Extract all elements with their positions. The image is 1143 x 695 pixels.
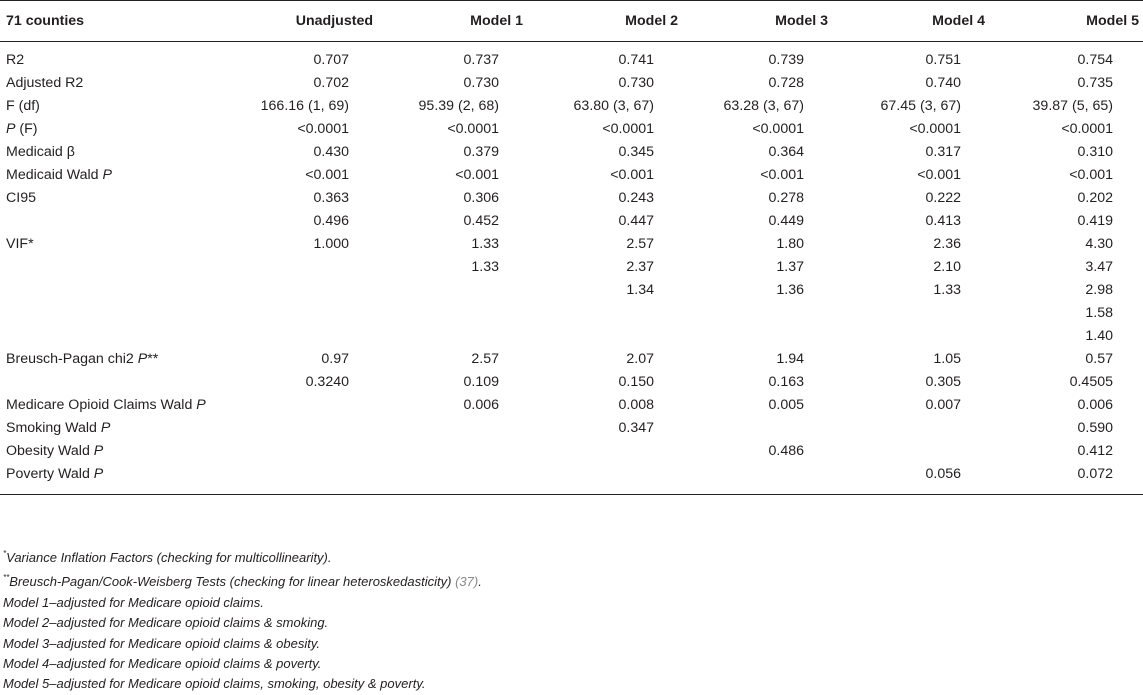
row-label	[0, 72, 259, 95]
cell-value: 0.754	[1077, 52, 1113, 68]
cell-value: 3.47	[1085, 259, 1113, 275]
table-cell	[259, 164, 379, 187]
table-cell	[684, 394, 834, 417]
cell-value: 0.57	[1085, 351, 1113, 367]
table-cell	[834, 440, 991, 463]
table-cell	[684, 440, 834, 463]
table-cell	[259, 95, 379, 118]
table-cell	[259, 118, 379, 141]
table-cell	[259, 187, 379, 233]
table-cell	[991, 118, 1143, 141]
row-label-italic: P	[100, 420, 111, 436]
cell-value: <0.0001	[1061, 121, 1113, 137]
cell-value: 0.413	[925, 213, 961, 229]
cell-value: 2.57	[471, 351, 499, 367]
row-label-text: Adjusted R2	[6, 75, 84, 91]
table-cell	[379, 141, 529, 164]
cell-value: <0.001	[455, 167, 499, 183]
row-label-text: Obesity Wald	[6, 443, 94, 459]
table-cell	[529, 95, 684, 118]
table-row	[0, 141, 1143, 164]
row-label-italic: P	[93, 466, 104, 482]
footnote	[3, 674, 1133, 694]
cell-value: 0.702	[313, 75, 349, 91]
row-label	[0, 417, 259, 440]
row-label	[0, 187, 259, 233]
cell-value: 2.37	[626, 259, 654, 275]
table-cell	[684, 118, 834, 141]
row-label-text: F (df)	[6, 98, 40, 114]
table-cell	[259, 417, 379, 440]
table-cell	[991, 95, 1143, 118]
table-cell	[529, 348, 684, 394]
table-cell	[529, 141, 684, 164]
table-cell	[834, 42, 991, 73]
cell-value: 0.007	[925, 397, 961, 413]
column-header: Model 2	[529, 1, 684, 42]
cell-value: 2.10	[933, 259, 961, 275]
table-cell	[684, 72, 834, 95]
cell-value: 0.419	[1077, 213, 1113, 229]
cell-value: 0.150	[618, 374, 654, 390]
column-header: Model 4	[834, 1, 991, 42]
table-row	[0, 440, 1143, 463]
table-header-row	[0, 1, 1143, 42]
cell-value: <0.0001	[752, 121, 804, 137]
table-cell	[529, 463, 684, 495]
table-cell	[529, 187, 684, 233]
table-cell	[684, 95, 834, 118]
cell-value: 0.163	[768, 374, 804, 390]
cell-value: 1.37	[776, 259, 804, 275]
cell-value: 2.57	[626, 236, 654, 252]
table-cell	[379, 233, 529, 348]
cell-value: 1.40	[1085, 328, 1113, 344]
cell-value: 0.243	[618, 190, 654, 206]
table-body	[0, 42, 1143, 495]
cell-value: <0.001	[305, 167, 349, 183]
cell-value: 166.16 (1, 69)	[260, 98, 349, 114]
table-cell	[991, 141, 1143, 164]
cell-value: 0.728	[768, 75, 804, 91]
table-cell	[684, 141, 834, 164]
table-cell	[259, 42, 379, 73]
cell-value: 1.36	[776, 282, 804, 298]
table-row	[0, 463, 1143, 495]
table-row	[0, 95, 1143, 118]
cell-value: 0.730	[463, 75, 499, 91]
reference-link[interactable]: (37)	[455, 574, 479, 590]
cell-value: 0.306	[463, 190, 499, 206]
row-label-text: Poverty Wald	[6, 466, 94, 482]
footnote	[3, 654, 1133, 674]
table-row	[0, 233, 1143, 348]
table-cell	[684, 417, 834, 440]
cell-value: <0.0001	[297, 121, 349, 137]
cell-value: 63.80 (3, 67)	[573, 98, 654, 114]
row-label-italic: P	[137, 351, 148, 367]
table-cell	[379, 118, 529, 141]
table-cell	[834, 164, 991, 187]
table-cell	[991, 463, 1143, 495]
table-cell	[529, 72, 684, 95]
cell-value: 0.741	[618, 52, 654, 68]
table-cell	[684, 164, 834, 187]
cell-value: 0.412	[1077, 443, 1113, 459]
table-cell	[684, 348, 834, 394]
table-cell	[991, 233, 1143, 348]
column-header: Model 1	[379, 1, 529, 42]
table-cell	[991, 72, 1143, 95]
cell-value: <0.001	[610, 167, 654, 183]
cell-value: 0.305	[925, 374, 961, 390]
cell-value: 0.202	[1077, 190, 1113, 206]
cell-value: 0.737	[463, 52, 499, 68]
table-cell	[379, 394, 529, 417]
cell-value: 0.364	[768, 144, 804, 160]
cell-value: <0.0001	[447, 121, 499, 137]
table-cell	[991, 440, 1143, 463]
row-label	[0, 394, 259, 417]
table-cell	[379, 164, 529, 187]
table-cell	[529, 118, 684, 141]
table-cell	[991, 417, 1143, 440]
table-cell	[259, 141, 379, 164]
cell-value: 0.363	[313, 190, 349, 206]
row-label-italic: P	[93, 443, 104, 459]
row-label-suffix: **	[147, 351, 159, 367]
footnote	[3, 613, 1133, 633]
cell-value: 0.590	[1077, 420, 1113, 436]
cell-value: 0.730	[618, 75, 654, 91]
table-cell	[259, 72, 379, 95]
cell-value: 0.347	[618, 420, 654, 436]
cell-value: 1.58	[1085, 305, 1113, 321]
table-cell	[834, 72, 991, 95]
table-cell	[379, 348, 529, 394]
row-label	[0, 463, 259, 495]
cell-value: 1.33	[471, 236, 499, 252]
row-label	[0, 95, 259, 118]
cell-value: 0.496	[313, 213, 349, 229]
row-label-text: Medicare Opioid Claims Wald	[6, 397, 197, 413]
table-cell	[379, 72, 529, 95]
cell-value: 0.310	[1077, 144, 1113, 160]
table-cell	[834, 118, 991, 141]
table-row	[0, 164, 1143, 187]
table-row	[0, 394, 1143, 417]
row-label-text: Medicaid Wald	[6, 167, 103, 183]
table-cell	[379, 440, 529, 463]
cell-value: 2.07	[626, 351, 654, 367]
table-cell	[259, 440, 379, 463]
table-cell	[529, 233, 684, 348]
cell-value: 0.707	[313, 52, 349, 68]
cell-value: <0.001	[917, 167, 961, 183]
table-cell	[529, 164, 684, 187]
table-cell	[834, 394, 991, 417]
cell-value: 39.87 (5, 65)	[1032, 98, 1113, 114]
table-cell	[834, 187, 991, 233]
row-label-italic: P	[196, 397, 206, 413]
table-cell	[991, 394, 1143, 417]
table-cell	[991, 348, 1143, 394]
row-label-italic: P	[6, 121, 16, 137]
cell-value: 0.222	[925, 190, 961, 206]
cell-value: 1.94	[776, 351, 804, 367]
cell-value: 0.739	[768, 52, 804, 68]
table-cell	[529, 394, 684, 417]
footnote-marker: **	[3, 573, 10, 583]
cell-value: 0.006	[1077, 397, 1113, 413]
row-label	[0, 233, 259, 348]
cell-value: 0.97	[321, 351, 349, 367]
cell-value: 0.449	[768, 213, 804, 229]
row-label	[0, 164, 259, 187]
row-label	[0, 42, 259, 73]
cell-value: <0.0001	[909, 121, 961, 137]
table-cell	[834, 463, 991, 495]
cell-value: 67.45 (3, 67)	[880, 98, 961, 114]
row-label-text: Medicaid β	[6, 144, 75, 160]
table-row	[0, 42, 1143, 73]
cell-value: 0.735	[1077, 75, 1113, 91]
row-label-text: R2	[6, 52, 25, 68]
footnote	[3, 544, 1133, 568]
table-cell	[259, 394, 379, 417]
row-label	[0, 440, 259, 463]
cell-value: 0.008	[618, 397, 654, 413]
table-cell	[529, 42, 684, 73]
table-cell	[259, 348, 379, 394]
column-header: Model 3	[684, 1, 834, 42]
table-row	[0, 118, 1143, 141]
table-cell	[379, 95, 529, 118]
table-cell	[991, 164, 1143, 187]
cell-value: 63.28 (3, 67)	[723, 98, 804, 114]
table-cell	[259, 463, 379, 495]
cell-value: 0.4505	[1069, 374, 1113, 390]
row-label	[0, 118, 259, 141]
footnote-text: Model 3–adjusted for Medicare opioid claims & obesity.	[3, 635, 320, 651]
cell-value: 0.072	[1077, 466, 1113, 482]
row-label-italic: P	[102, 167, 112, 183]
footnote	[3, 634, 1133, 654]
table-cell	[379, 187, 529, 233]
footnote-text: Model 2–adjusted for Medicare opioid claims & smoking.	[3, 615, 329, 631]
table-row	[0, 348, 1143, 394]
cell-value: 95.39 (2, 68)	[418, 98, 499, 114]
table-cell	[379, 42, 529, 73]
row-label-text: Breusch-Pagan chi2	[6, 351, 138, 367]
cell-value: 0.317	[925, 144, 961, 160]
table-cell	[834, 95, 991, 118]
cell-value: 0.486	[768, 443, 804, 459]
row-label-text: (F)	[15, 121, 38, 137]
table-cell	[379, 417, 529, 440]
cell-value: <0.001	[1069, 167, 1113, 183]
row-label-text: VIF*	[6, 236, 34, 252]
column-header: Model 5	[991, 1, 1143, 42]
cell-value: 1.33	[933, 282, 961, 298]
cell-value: 1.33	[471, 259, 499, 275]
footnote-tail: .	[478, 574, 482, 590]
cell-value: 2.36	[933, 236, 961, 252]
table-cell	[834, 233, 991, 348]
table-cell	[991, 187, 1143, 233]
cell-value: 0.345	[618, 144, 654, 160]
table-cell	[259, 233, 379, 348]
table-cell	[684, 187, 834, 233]
cell-value: 0.056	[925, 466, 961, 482]
cell-value: <0.001	[760, 167, 804, 183]
column-header: 71 counties	[0, 1, 259, 42]
cell-value: 4.30	[1085, 236, 1113, 252]
cell-value: 2.98	[1085, 282, 1113, 298]
footnote-marker: *	[3, 549, 7, 558]
row-label	[0, 141, 259, 164]
table-cell	[379, 463, 529, 495]
footnote-text: Model 4–adjusted for Medicare opioid claims & poverty.	[3, 656, 322, 672]
table-row	[0, 417, 1143, 440]
table-cell	[684, 233, 834, 348]
footnote-text: Model 1–adjusted for Medicare opioid claims.	[3, 594, 264, 610]
cell-value: 0.751	[925, 52, 961, 68]
table-cell	[684, 463, 834, 495]
cell-value: 0.447	[618, 213, 654, 229]
row-label-text: Smoking Wald	[6, 420, 101, 436]
footnote-text: Model 5–adjusted for Medicare opioid claims, smoking, obesity & poverty.	[3, 676, 426, 692]
cell-value: 1.34	[626, 282, 654, 298]
footnote	[3, 568, 1133, 592]
cell-value: 0.006	[463, 397, 499, 413]
table-cell	[529, 440, 684, 463]
row-label	[0, 348, 259, 394]
table-cell	[834, 141, 991, 164]
table-row	[0, 187, 1143, 233]
cell-value: <0.0001	[602, 121, 654, 137]
table-cell	[991, 42, 1143, 73]
cell-value: 0.379	[463, 144, 499, 160]
cell-value: 0.109	[463, 374, 499, 390]
footnote-text: Breusch-Pagan/Cook-Weisberg Tests (checking for linear heteroskedasticity)	[9, 574, 456, 590]
footnote	[3, 593, 1133, 613]
table-cell	[834, 417, 991, 440]
cell-value: 0.278	[768, 190, 804, 206]
row-label-text: CI95	[6, 190, 36, 206]
cell-value: 0.3240	[305, 374, 349, 390]
table-row	[0, 72, 1143, 95]
cell-value: 0.452	[463, 213, 499, 229]
cell-value: 1.80	[776, 236, 804, 252]
cell-value: 1.05	[933, 351, 961, 367]
table-footnotes	[3, 544, 1133, 695]
cell-value: 0.005	[768, 397, 804, 413]
cell-value: 0.430	[313, 144, 349, 160]
cell-value: 1.000	[313, 236, 349, 252]
table-cell	[834, 348, 991, 394]
footnote-text: Variance Inflation Factors (checking for multicollinearity).	[6, 550, 332, 565]
cell-value: 0.740	[925, 75, 961, 91]
table-cell	[684, 42, 834, 73]
column-header: Unadjusted	[259, 1, 379, 42]
table-cell	[529, 417, 684, 440]
